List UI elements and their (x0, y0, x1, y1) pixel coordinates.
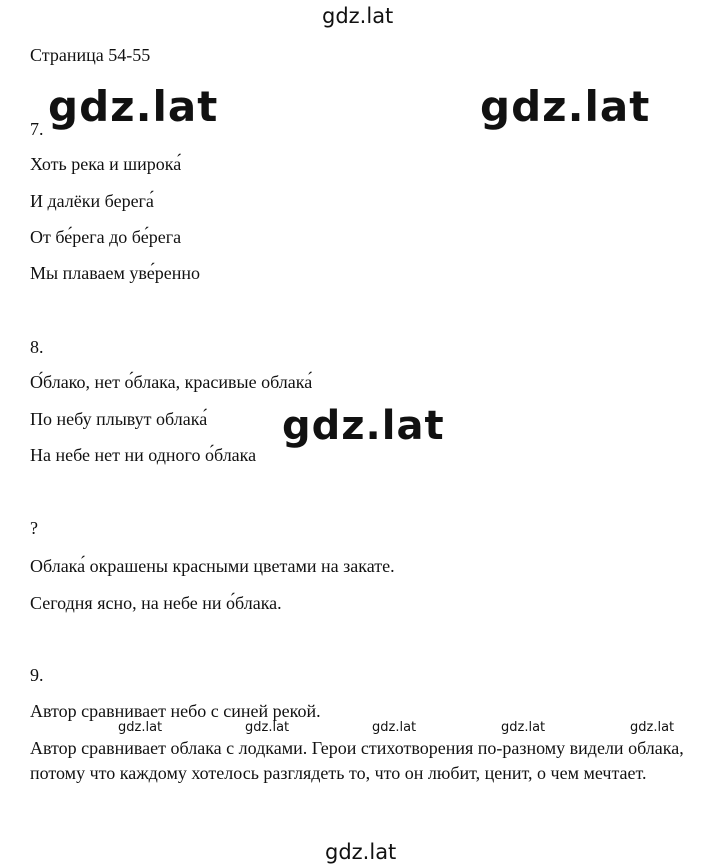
watermark-small: gdz.lat (372, 720, 417, 735)
task-8-line: На небе нет ни одного о́блака (30, 445, 257, 465)
question-line: Облака́ окрашены красными цветами на закате. (30, 556, 395, 576)
watermark-large-right: gdz.lat (480, 82, 651, 131)
watermark-middle: gdz.lat (282, 403, 445, 449)
task-9-paragraph: Автор сравнивает облака с лодками. Герои стихотворения по-разному видели облака, потому что каждому хотелось разглядеть то, что он любит, ценит, о чем мечтает. (30, 738, 684, 783)
watermark-top: gdz.lat (322, 4, 394, 28)
watermark-large-left: gdz.lat (48, 82, 219, 131)
task-9-number: 9. (30, 665, 44, 685)
watermark-small: gdz.lat (245, 720, 290, 735)
task-7-line: Хоть река и широка́ (30, 154, 182, 174)
task-8-line: По небу плывут облака́ (30, 409, 208, 429)
task-7-line: От бе́рега до бе́рега (30, 227, 182, 247)
page-title: Страница 54-55 (30, 45, 151, 65)
watermark-small: gdz.lat (630, 720, 675, 735)
question-mark: ? (30, 518, 38, 538)
question-line: Сегодня ясно, на небе ни о́блака. (30, 593, 282, 613)
task-7-line: И далёки берега́ (30, 191, 154, 211)
watermark-small: gdz.lat (118, 720, 163, 735)
watermark-small: gdz.lat (501, 720, 546, 735)
watermark-bottom: gdz.lat (325, 840, 397, 864)
task-8-line: О́блако, нет о́блака, красивые облака́ (30, 372, 313, 392)
task-7-number: 7. (30, 119, 44, 139)
task-9-line: Автор сравнивает небо с синей рекой. (30, 701, 321, 721)
task-7-line: Мы плаваем уве́ренно (30, 263, 200, 283)
task-8-number: 8. (30, 337, 44, 357)
